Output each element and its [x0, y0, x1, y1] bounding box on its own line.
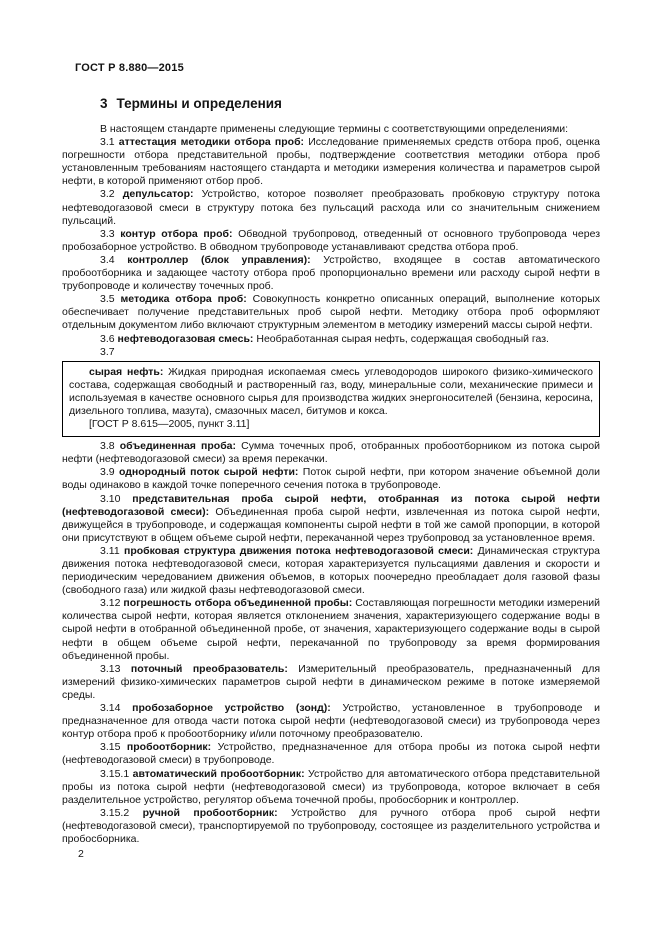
- term-paragraph-3-6: [62, 333, 600, 346]
- term-paragraph-3-13: [62, 663, 600, 702]
- term-number: 3.1: [100, 136, 115, 149]
- term-name: аттестация методики отбора проб:: [118, 136, 305, 149]
- term-definition: Необработанная сырая нефть, содержащая свободный газ.: [256, 332, 549, 345]
- term-definition: Составляющая погрешности методики измерений количества сырой нефти, которая является отклонением значения, характеризующего содержание воды в сырой нефти в отобранной объединенной пробе, от значения, характеризующего содержание воды в сырой нефти в общем объеме сырой нефти, перекачанной по трубопроводу за время формирования объединенной пробы.: [62, 597, 600, 662]
- term-definition: Устройство, входящее в состав автоматического пробоотборника и задающее частоту отбора проб пропорционально времени или расходу сырой нефти в трубопроводе и количеству точечных проб.: [62, 253, 601, 293]
- term-name: пробозаборное устройство (зонд):: [132, 702, 331, 715]
- term-definition: Устройство для ручного отбора проб сырой нефти (нефтеводогазовой смеси), транспортируемой по трубопроводу, состоящее из разделительного устройства и пробосборника.: [62, 806, 600, 845]
- term-paragraph-3-15-1: [62, 768, 600, 807]
- term-paragraph-3-3: [62, 228, 600, 254]
- intro-paragraph: В настоящем стандарте применены следующие термины с соответствующими определениями:: [100, 123, 569, 135]
- term-name: пробоотборник:: [126, 741, 212, 754]
- term-number: 3.15: [100, 741, 121, 754]
- term-name: объединенная проба:: [119, 440, 237, 453]
- section-title-text: Термины и определения: [116, 96, 282, 111]
- page-content: [62, 62, 600, 846]
- clause-number-3-7: 3.7: [100, 345, 115, 358]
- running-header: ГОСТ Р 8.880—2015: [75, 62, 184, 74]
- term-number: 3.13: [100, 662, 121, 675]
- term-name: методика отбора проб:: [120, 293, 247, 306]
- term-paragraph-3-15-2: [62, 807, 600, 846]
- boxed-definition: [62, 361, 600, 437]
- term-paragraph-3-5: [62, 293, 600, 332]
- term-paragraph-3-15: [62, 741, 600, 767]
- boxed-term-definition: Жидкая природная ископаемая смесь углеводородов широкого физико-химического состава, содержащая свободный и растворенный газ, воду, минеральные соли, механические примеси и используемая в качестве основного сырья для производства жидких энергоносителей (бензина, керосина, дизельного топлива, мазута), смазочных масел, битумов и кокса.: [69, 365, 594, 417]
- term-name: автоматический пробоотборник:: [132, 767, 305, 780]
- term-name: ручной пробоотборник:: [142, 806, 278, 819]
- term-definition: Динамическая структура движения потока нефтеводогазовой смеси, которая характеризуется пульсациями давления и скорости и периодическим чередованием движения объемов, в которых поочередно преобладает доля газовой фазы (свободного газа) или жидкой фазы нефтеводогазовой смеси.: [62, 544, 601, 597]
- term-name: погрешность отбора объединенной пробы:: [123, 597, 353, 610]
- term-paragraph-3-2: [62, 188, 600, 227]
- boxed-term-paragraph: [69, 366, 593, 418]
- term-number: 3.15.2: [100, 806, 130, 819]
- term-paragraph-3-12: [62, 597, 600, 662]
- term-number: 3.9: [100, 466, 115, 479]
- boxed-term-source: [ГОСТ Р 8.615—2005, пункт 3.11]: [89, 418, 250, 431]
- page-number: 2: [78, 848, 84, 860]
- term-paragraph-3-4: [62, 254, 600, 293]
- term-number: 3.11: [100, 544, 120, 557]
- term-name: поточный преобразователь:: [130, 662, 288, 675]
- term-paragraph-3-8: [62, 440, 600, 466]
- section-title: [62, 96, 600, 111]
- term-number: 3.14: [100, 702, 121, 715]
- term-number: 3.4: [100, 253, 115, 266]
- term-definition: Обводной трубопровод, отведенный от основного трубопровода через пробозаборное устройство. В обводном трубопроводе устанавливают средства отбора проб.: [62, 227, 601, 253]
- term-name: контроллер (блок управления):: [127, 253, 311, 266]
- term-definition: Измерительный преобразователь, предназначенный для измерений физико-химических параметров сырой нефти в динамическом режиме в потоке измеряемой среды.: [62, 662, 601, 701]
- term-definition: Устройство для автоматического отбора представительной пробы из потока сырой нефти (нефтеводогазовой смеси) из трубопровода, которое включает в себя разделительное устройство, регулятор объема точечной пробы, пробосборник и контроллер.: [62, 767, 601, 806]
- term-paragraph-3-1: [62, 136, 600, 188]
- term-number: 3.3: [100, 227, 115, 240]
- term-number: 3.5: [100, 293, 115, 306]
- term-paragraph-3-11: [62, 545, 600, 597]
- boxed-term-name: сырая нефть:: [89, 365, 164, 378]
- term-name: однородный поток сырой нефти:: [118, 466, 299, 479]
- term-paragraph-3-10: [62, 493, 600, 545]
- term-definition: Устройство, предназначенное для отбора пробы из потока сырой нефти (нефтеводогазовой смеси) в трубопроводе.: [62, 741, 600, 767]
- term-paragraph-3-9: [62, 466, 600, 492]
- term-definition: Сумма точечных проб, отобранных пробоотборником из потока сырой нефти (нефтеводогазовой смеси) за время перекачки.: [62, 440, 600, 466]
- term-number: 3.15.1: [100, 767, 130, 780]
- term-paragraph-3-14: [62, 702, 600, 741]
- section-number: 3: [100, 96, 108, 111]
- term-definition: Объединенная проба сырой нефти, извлеченная из потока сырой нефти, движущейся в трубопроводе, и содержащая компоненты сырой нефти в той же самой пропорции, в которой они присутствуют в общем объеме сырой нефти, перекачанной через трубопровод за установленное время.: [62, 505, 600, 544]
- term-name: нефтеводогазовая смесь:: [117, 332, 254, 345]
- term-definition: Исследование применяемых средств отбора проб, оценка погрешности отбора представительной пробы, подтверждение соответствия методики отбора проб установленным требованиям настоящего стандарта и методики измерения количества и параметров сырой нефти, в которой применяют отбор проб.: [62, 136, 601, 188]
- term-number: 3.2: [100, 188, 115, 201]
- term-definition: Устройство, установленное в трубопроводе и предназначенное для отвода части потока сырой нефти (нефтеводогазовой смеси) из трубопровода через контур отбора проб к пробоотборнику и/или поточному преобразователю.: [62, 702, 601, 741]
- term-definition: Совокупность конкретно описанных операций, выполнение которых обеспечивает получение представительных проб сырой нефти. Методику отбора проб оформляют отдельным документом либо включают структурным элементом в методику измерений массы сырой нефти.: [62, 293, 600, 332]
- term-name: контур отбора проб:: [120, 227, 233, 240]
- term-definition: Поток сырой нефти, при котором значение объемной доли воды одинаково в каждой точке поперечного сечения потока в трубопроводе.: [62, 466, 601, 492]
- term-definition: Устройство, которое позволяет преобразовать пробковую структуру потока нефтеводогазовой смеси в структуру потока без пульсаций расхода или со значительным снижением пульсаций.: [62, 188, 600, 227]
- term-number: 3.12: [100, 597, 121, 610]
- term-name: депульсатор:: [122, 188, 194, 201]
- term-name: представительная проба сырой нефти, отобранная из потока сырой нефти (нефтеводогазовой смеси):: [62, 492, 600, 518]
- term-number: 3.8: [100, 440, 115, 453]
- term-number: 3.6: [100, 332, 115, 345]
- term-name: пробковая структура движения потока нефтеводогазовой смеси:: [124, 544, 474, 557]
- term-number: 3.10: [100, 492, 121, 505]
